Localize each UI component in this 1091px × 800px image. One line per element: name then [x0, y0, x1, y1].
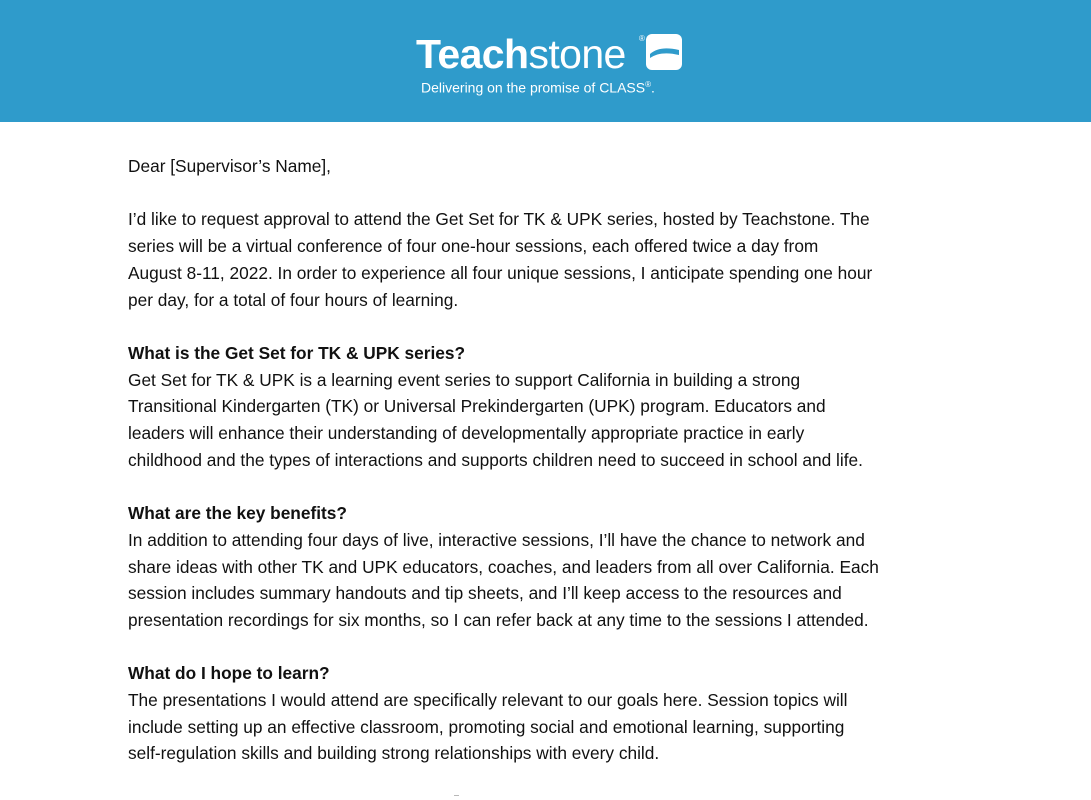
greeting: Dear [Supervisor’s Name],: [128, 156, 331, 176]
section-series: [128, 340, 968, 474]
section-heading: What do I hope to learn?: [128, 663, 330, 684]
section-heading: What is the Get Set for TK & UPK series?: [128, 342, 466, 363]
brand-wordmark-light: stone: [528, 31, 626, 77]
brand-wordmark-bold: Teach: [416, 31, 529, 77]
page-mark: [454, 795, 459, 799]
logo-mark-icon: [646, 34, 682, 70]
registered-mark: ®: [639, 34, 645, 43]
section-heading: What are the key benefits?: [128, 503, 347, 524]
section-benefits: [128, 500, 968, 634]
intro-paragraph: I’d like to request approval to attend the Get Set for TK & UPK series, hosted by Teachstone. The series will be a virtual conference of four one-hour sessions, each offered twice a day from August 8-11, 2022. In order to experience all four unique sessions, I anticipate spending one hour per day, for a total of four hours of learning.: [128, 209, 873, 310]
header-banner: [0, 0, 1091, 122]
teachstone-logo: [410, 30, 690, 100]
tagline-main: Delivering on the promise of CLASS: [421, 79, 646, 96]
tagline: [421, 76, 655, 97]
tagline-registered: ®: [645, 80, 652, 89]
letter-body: [128, 153, 968, 794]
section-body: Get Set for TK & UPK is a learning event series to support California in building a strong Transitional Kindergarten (TK) or Universal Prekindergarten (UPK) program. Educators and leaders will enhance their understanding of developmentally appropriate practice in early childhood and the types of interactions and supports children need to succeed in school and life.: [128, 369, 863, 470]
section-body: In addition to attending four days of live, interactive sessions, I’ll have the chance to network and share ideas with other TK and UPK educators, coaches, and leaders from all over California. Each session includes summary handouts and tip sheets, and I’ll keep access to the resources and presentation recordings for six months, so I can refer back at any time to the sessions I attended.: [128, 529, 879, 630]
section-learning: [128, 660, 968, 767]
brand-wordmark: [416, 30, 626, 78]
tagline-end: .: [651, 79, 655, 96]
section-body: The presentations I would attend are specifically relevant to our goals here. Session topics will include setting up an effective classroom, promoting social and emotional learning, supporting self-regulation skills and building strong relationships with every child.: [128, 690, 848, 764]
